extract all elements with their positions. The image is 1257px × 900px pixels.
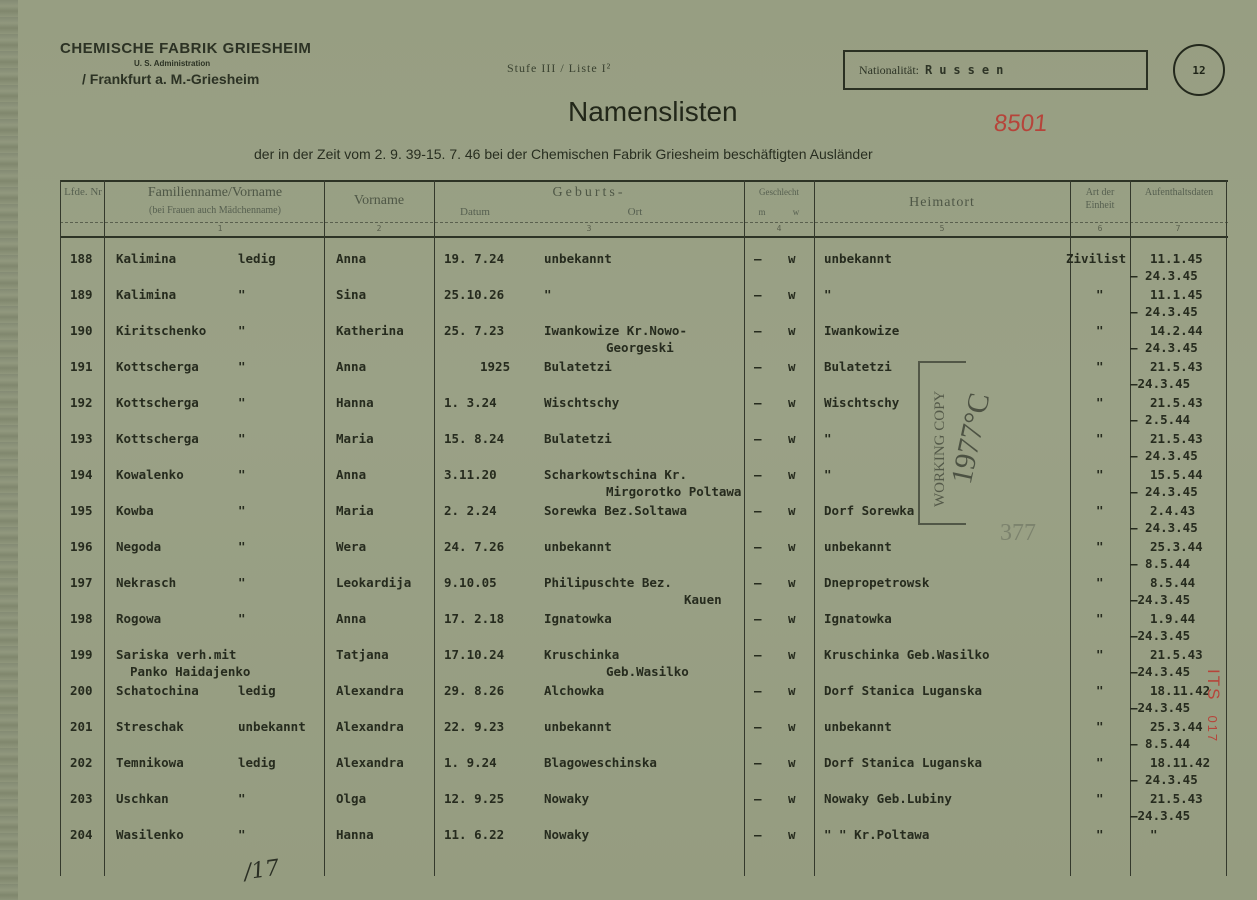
cell-name: Streschak — [116, 719, 184, 734]
cell-ort: unbekannt — [544, 539, 612, 554]
cell-art: " — [1096, 611, 1104, 626]
table-header-rule — [60, 236, 1228, 238]
cell-m: – — [754, 755, 762, 770]
cell-auf2: –24.3.45 — [1130, 700, 1191, 715]
header-datum: Datum — [460, 206, 490, 218]
header-w: w — [792, 207, 800, 217]
cell-ort2: Kauen — [684, 592, 722, 607]
cell-status: unbekannt — [238, 719, 306, 734]
cell-art: " — [1096, 791, 1104, 806]
header-nr: Lfde. Nr — [64, 186, 102, 198]
cell-status: " — [238, 827, 246, 842]
cell-vorname: Katherina — [336, 323, 404, 338]
cell-nr: 191 — [70, 359, 93, 374]
cell-auf2: – 24.3.45 — [1130, 268, 1198, 283]
cell-w: w — [788, 647, 796, 662]
cell-auf2: –24.3.45 — [1130, 664, 1191, 679]
cell-status: ledig — [238, 251, 276, 266]
cell-m: – — [754, 359, 762, 374]
cell-vorname: Anna — [336, 359, 367, 374]
cell-auf2: – 8.5.44 — [1130, 736, 1191, 751]
its-text: ITS — [1204, 669, 1223, 702]
cell-m: – — [754, 287, 762, 302]
cell-w: w — [788, 395, 796, 410]
header-heimatort: Heimatort — [909, 195, 975, 210]
cell-name: Kiritschenko — [116, 323, 207, 338]
cell-vorname: Anna — [336, 251, 367, 266]
cell-art: " — [1096, 827, 1104, 842]
header-vorname: Vorname — [353, 193, 405, 208]
cell-heimat: Bulatetzi — [824, 359, 892, 374]
table-row — [60, 431, 1228, 467]
cell-auf1: 21.5.43 — [1150, 791, 1203, 806]
cell-name: Temnikowa — [116, 755, 184, 770]
cell-name: Kowba — [116, 503, 154, 518]
cell-m: – — [754, 827, 762, 842]
cell-w: w — [788, 539, 796, 554]
cell-w: w — [788, 323, 796, 338]
nationality-box — [843, 50, 1148, 90]
cell-heimat: " " Kr.Poltawa — [824, 827, 930, 842]
cell-auf2: – 24.3.45 — [1130, 772, 1198, 787]
cell-ort: Bulatetzi — [544, 359, 612, 374]
cell-art: " — [1096, 683, 1104, 698]
cell-auf1: 21.5.43 — [1150, 395, 1203, 410]
table-row — [60, 683, 1228, 719]
cell-art: " — [1096, 467, 1104, 482]
cell-w: w — [788, 827, 796, 842]
cell-auf2: – 24.3.45 — [1130, 484, 1198, 499]
column-number: 3 — [586, 224, 592, 233]
cell-nr: 192 — [70, 395, 93, 410]
cell-heimat: Ignatowka — [824, 611, 892, 626]
cell-m: – — [754, 431, 762, 446]
paper-edge — [0, 0, 18, 900]
table-row — [60, 503, 1228, 539]
cell-art: Zivilist — [1066, 251, 1127, 266]
cell-ort: Kruschinka — [544, 647, 620, 662]
cell-datum: 1. 9.24 — [444, 755, 497, 770]
cell-auf1: 2.4.43 — [1150, 503, 1196, 518]
cell-datum: 1925 — [480, 359, 511, 374]
cell-vorname: Anna — [336, 467, 367, 482]
cell-m: – — [754, 647, 762, 662]
cell-w: w — [788, 791, 796, 806]
cell-datum: 1. 3.24 — [444, 395, 497, 410]
table-row — [60, 287, 1228, 323]
column-number: 1 — [217, 224, 223, 233]
cell-w: w — [788, 251, 796, 266]
cell-art: " — [1096, 755, 1104, 770]
cell-w: w — [788, 467, 796, 482]
cell-nr: 190 — [70, 323, 93, 338]
cell-auf2: – 24.3.45 — [1130, 340, 1198, 355]
cell-m: – — [754, 683, 762, 698]
column-number: 5 — [939, 224, 945, 233]
cell-name: Rogowa — [116, 611, 162, 626]
cell-status: " — [238, 323, 246, 338]
cell-heimat: Dorf Stanica Luganska — [824, 683, 983, 698]
column-number: 4 — [776, 224, 782, 233]
cell-vorname: Alexandra — [336, 755, 404, 770]
cell-auf1: 18.11.42 — [1150, 683, 1211, 698]
company-city: / Frankfurt a. M.-Griesheim — [82, 71, 260, 87]
header-familienname: Familienname/Vorname — [147, 185, 283, 200]
cell-m: – — [754, 539, 762, 554]
stamp-number: 1977°C — [945, 389, 997, 487]
cell-datum: 22. 9.23 — [444, 719, 505, 734]
cell-m: – — [754, 251, 762, 266]
cell-name: Schatochina — [116, 683, 199, 698]
stamp-text: WORKING COPY — [932, 390, 948, 507]
cell-name: Uschkan — [116, 791, 169, 806]
cell-art: " — [1096, 395, 1104, 410]
table-row — [60, 359, 1228, 395]
cell-m: – — [754, 611, 762, 626]
cell-vorname: Hanna — [336, 827, 374, 842]
table-row — [60, 539, 1228, 575]
column-number: 6 — [1097, 224, 1103, 233]
company-header — [60, 40, 350, 87]
cell-w: w — [788, 431, 796, 446]
cell-art: " — [1096, 503, 1104, 518]
cell-nr: 200 — [70, 683, 93, 698]
cell-auf1: 21.5.43 — [1150, 647, 1203, 662]
document-subtitle: der in der Zeit vom 2. 9. 39-15. 7. 46 bei der Chemischen Fabrik Griesheim beschäftigten Ausländer — [254, 146, 873, 162]
table-number-rule — [60, 222, 1228, 224]
cell-w: w — [788, 719, 796, 734]
cell-datum: 25.10.26 — [444, 287, 505, 302]
cell-heimat: unbekannt — [824, 539, 892, 554]
nationality-value: Russen — [924, 63, 1011, 77]
header-m: m — [758, 207, 766, 217]
cell-heimat: " — [824, 467, 832, 482]
table-row — [60, 467, 1228, 503]
cell-auf2: – 24.3.45 — [1130, 448, 1198, 463]
cell-w: w — [788, 575, 796, 590]
header-geschlecht: Geschlecht — [759, 187, 799, 197]
cell-auf2: – 8.5.44 — [1130, 556, 1191, 571]
cell-status: " — [238, 467, 246, 482]
cell-heimat: Wischtschy — [824, 395, 900, 410]
cell-m: – — [754, 323, 762, 338]
cell-status: " — [238, 539, 246, 554]
cell-datum: 12. 9.25 — [444, 791, 505, 806]
cell-w: w — [788, 359, 796, 374]
cell-heimat: unbekannt — [824, 719, 892, 734]
cell-ort: Alchowka — [544, 683, 605, 698]
cell-auf1: 1.9.44 — [1150, 611, 1196, 626]
cell-name: Kottscherga — [116, 359, 199, 374]
cell-w: w — [788, 611, 796, 626]
cell-ort: Nowaky — [544, 791, 590, 806]
page-number: 12 — [1192, 63, 1206, 77]
stamp-number-faint: 377 — [1000, 520, 1036, 546]
header-ort: Ort — [627, 206, 643, 218]
cell-heimat: unbekannt — [824, 251, 892, 266]
cell-nr: 188 — [70, 251, 93, 266]
cell-ort2: Georgeski — [606, 340, 674, 355]
cell-datum: 29. 8.26 — [444, 683, 505, 698]
handwritten-signature: /17 — [242, 855, 281, 886]
cell-nr: 203 — [70, 791, 93, 806]
column-number: 2 — [376, 224, 382, 233]
cell-auf2: – 2.5.44 — [1130, 412, 1191, 427]
cell-auf1: 21.5.43 — [1150, 359, 1203, 374]
cell-status: ledig — [238, 755, 276, 770]
cell-datum: 19. 7.24 — [444, 251, 505, 266]
cell-w: w — [788, 755, 796, 770]
cell-ort: Iwankowize Kr.Nowo- — [544, 323, 687, 338]
cell-ort: Philipuschte Bez. — [544, 575, 672, 590]
cell-vorname: Maria — [336, 503, 374, 518]
cell-art: " — [1096, 431, 1104, 446]
cell-status: " — [238, 503, 246, 518]
table-row — [60, 575, 1228, 611]
cell-nr: 198 — [70, 611, 93, 626]
cell-datum: 17.10.24 — [444, 647, 505, 662]
cell-auf1: 8.5.44 — [1150, 575, 1196, 590]
cell-auf1: 25.3.44 — [1150, 719, 1203, 734]
cell-auf1: 14.2.44 — [1150, 323, 1203, 338]
cell-nr: 201 — [70, 719, 93, 734]
cell-ort: Sorewka Bez.Soltawa — [544, 503, 687, 518]
cell-vorname: Hanna — [336, 395, 374, 410]
cell-name: Sariska verh.mit — [116, 647, 237, 662]
cell-vorname: Wera — [336, 539, 367, 554]
cell-m: – — [754, 791, 762, 806]
company-administration: U. S. Administration — [134, 59, 211, 68]
its-number: 017 — [1205, 715, 1220, 744]
cell-nr: 202 — [70, 755, 93, 770]
cell-art: " — [1096, 287, 1104, 302]
handwritten-number: 8501 — [992, 110, 1049, 137]
header-geburts: Geburts- — [552, 185, 626, 200]
cell-ort2: Mirgorotko Poltawa — [606, 484, 742, 499]
cell-w: w — [788, 503, 796, 518]
cell-auf2: –24.3.45 — [1130, 376, 1191, 391]
cell-nr: 189 — [70, 287, 93, 302]
cell-status: ledig — [238, 683, 276, 698]
header-art: Art der Einheit — [1085, 187, 1115, 211]
cell-name: Negoda — [116, 539, 162, 554]
cell-status: " — [238, 791, 246, 806]
cell-status: " — [238, 395, 246, 410]
cell-ort: Nowaky — [544, 827, 590, 842]
cell-ort: Blagoweschinska — [544, 755, 657, 770]
cell-status: " — [238, 359, 246, 374]
cell-ort: " — [544, 287, 552, 302]
cell-vorname: Alexandra — [336, 683, 404, 698]
cell-m: – — [754, 719, 762, 734]
cell-w: w — [788, 683, 796, 698]
header-aufenthalt: Aufenthaltsdaten — [1144, 187, 1214, 198]
cell-art: " — [1096, 719, 1104, 734]
cell-m: – — [754, 467, 762, 482]
cell-vorname: Anna — [336, 611, 367, 626]
table-row — [60, 755, 1228, 791]
cell-auf2: –24.3.45 — [1130, 592, 1191, 607]
cell-heimat: " — [824, 287, 832, 302]
cell-status: " — [238, 287, 246, 302]
table-row — [60, 251, 1228, 287]
cell-heimat: Nowaky Geb.Lubiny — [824, 791, 952, 806]
cell-art: " — [1096, 647, 1104, 662]
cell-ort: unbekannt — [544, 251, 612, 266]
cell-auf1: 25.3.44 — [1150, 539, 1203, 554]
table-row — [60, 323, 1228, 359]
cell-nr: 204 — [70, 827, 93, 842]
cell-heimat: Dnepropetrowsk — [824, 575, 930, 590]
stufe-liste: Stufe III / Liste I² — [507, 61, 612, 75]
cell-datum: 17. 2.18 — [444, 611, 505, 626]
cell-datum: 3.11.20 — [444, 467, 497, 482]
cell-heimat: Dorf Stanica Luganska — [824, 755, 983, 770]
cell-nr: 193 — [70, 431, 93, 446]
company-name: CHEMISCHE FABRIK GRIESHEIM — [60, 40, 312, 57]
cell-datum: 25. 7.23 — [444, 323, 505, 338]
cell-nr: 194 — [70, 467, 93, 482]
cell-m: – — [754, 395, 762, 410]
cell-vorname: Alexandra — [336, 719, 404, 734]
cell-auf1: 21.5.43 — [1150, 431, 1203, 446]
cell-nr: 199 — [70, 647, 93, 662]
cell-auf2: –24.3.45 — [1130, 808, 1191, 823]
cell-datum: 24. 7.26 — [444, 539, 505, 554]
cell-auf2: – 24.3.45 — [1130, 520, 1198, 535]
nationality-label: Nationalität: — [859, 62, 919, 77]
cell-name: Kalimina — [116, 251, 177, 266]
cell-vorname: Maria — [336, 431, 374, 446]
cell-datum: 15. 8.24 — [444, 431, 505, 446]
cell-name: Kottscherga — [116, 431, 199, 446]
cell-w: w — [788, 287, 796, 302]
cell-vorname: Leokardija — [336, 575, 412, 590]
cell-name2: Panko Haidajenko — [130, 664, 251, 679]
cell-name: Wasilenko — [116, 827, 184, 842]
cell-heimat: Dorf Sorewka — [824, 503, 915, 518]
cell-art: " — [1096, 359, 1104, 374]
table-top-rule — [60, 180, 1228, 182]
cell-name: Kottscherga — [116, 395, 199, 410]
cell-ort: Wischtschy — [544, 395, 620, 410]
cell-ort2: Geb.Wasilko — [606, 664, 689, 679]
cell-ort: Scharkowtschina Kr. — [544, 467, 687, 482]
document-title: Namenslisten — [568, 96, 738, 127]
cell-name: Kowalenko — [116, 467, 184, 482]
cell-auf1: 15.5.44 — [1150, 467, 1203, 482]
cell-nr: 195 — [70, 503, 93, 518]
table-row — [60, 827, 1228, 863]
cell-heimat: Iwankowize — [824, 323, 900, 338]
cell-nr: 197 — [70, 575, 93, 590]
page-number-circle — [1173, 44, 1225, 96]
cell-status: " — [238, 431, 246, 446]
cell-m: – — [754, 503, 762, 518]
cell-art: " — [1096, 539, 1104, 554]
cell-datum: 9.10.05 — [444, 575, 497, 590]
cell-status: " — [238, 575, 246, 590]
header-familienname-sub: (bei Frauen auch Mädchenname) — [149, 205, 281, 216]
cell-auf2: – 24.3.45 — [1130, 304, 1198, 319]
names-table — [60, 180, 1228, 876]
cell-datum: 2. 2.24 — [444, 503, 497, 518]
cell-art: " — [1096, 323, 1104, 338]
cell-auf1: 11.1.45 — [1150, 287, 1203, 302]
cell-heimat: " — [824, 431, 832, 446]
table-row — [60, 719, 1228, 755]
cell-ort: unbekannt — [544, 719, 612, 734]
cell-auf2: –24.3.45 — [1130, 628, 1191, 643]
cell-ort: Bulatetzi — [544, 431, 612, 446]
cell-nr: 196 — [70, 539, 93, 554]
cell-vorname: Sina — [336, 287, 367, 302]
table-row — [60, 611, 1228, 647]
table-row — [60, 791, 1228, 827]
cell-art: " — [1096, 575, 1104, 590]
table-row — [60, 395, 1228, 431]
cell-m: – — [754, 575, 762, 590]
cell-name: Nekrasch — [116, 575, 177, 590]
cell-heimat: Kruschinka Geb.Wasilko — [824, 647, 990, 662]
cell-datum: 11. 6.22 — [444, 827, 505, 842]
cell-status: " — [238, 611, 246, 626]
cell-vorname: Olga — [336, 791, 367, 806]
cell-auf1: " — [1150, 827, 1158, 842]
column-number: 7 — [1175, 224, 1181, 233]
cell-vorname: Tatjana — [336, 647, 389, 662]
cell-auf1: 18.11.42 — [1150, 755, 1211, 770]
table-row — [60, 647, 1228, 683]
cell-ort: Ignatowka — [544, 611, 612, 626]
cell-name: Kalimina — [116, 287, 177, 302]
cell-auf1: 11.1.45 — [1150, 251, 1203, 266]
